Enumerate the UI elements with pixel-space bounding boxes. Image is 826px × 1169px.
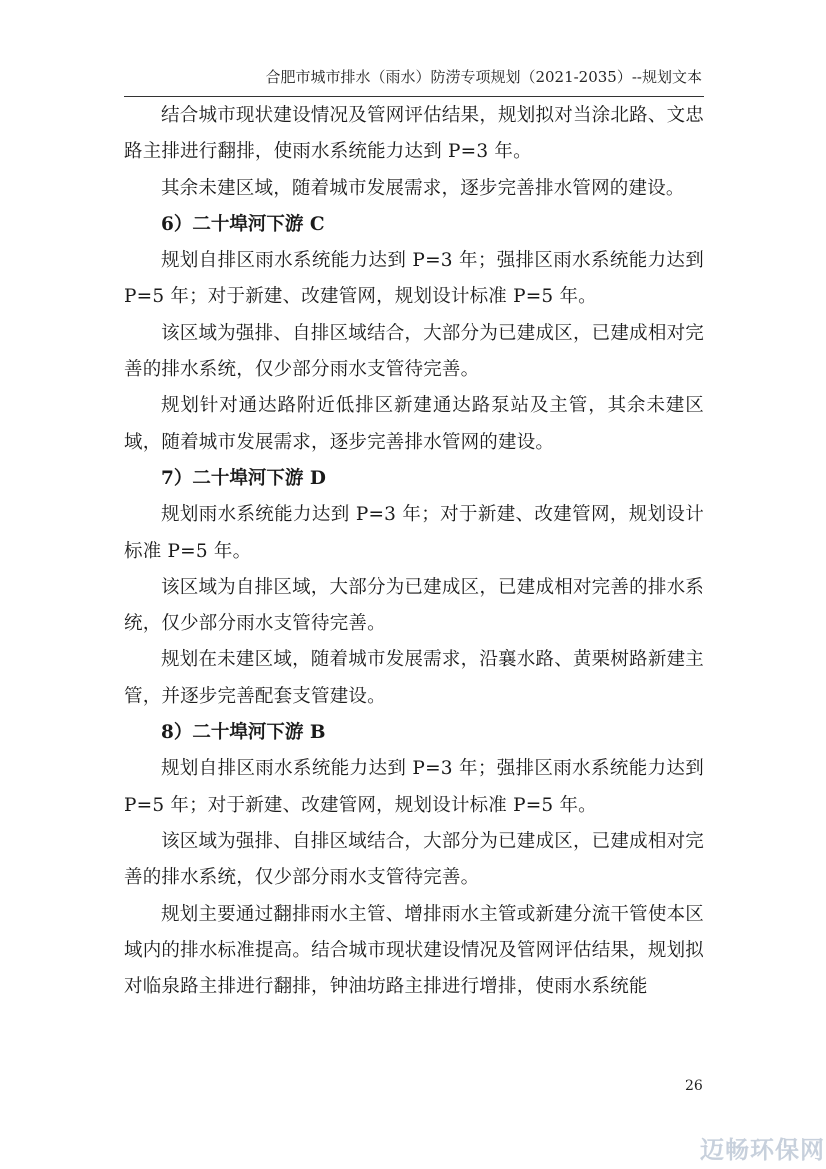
paragraph: 规划针对通达路附近低排区新建通达路泵站及主管，其余未建区域，随着城市发展需求，逐步完善排水管网的建设。 xyxy=(124,395,704,453)
document-body xyxy=(124,98,704,1005)
paragraph: 结合城市现状建设情况及管网评估结果，规划拟对当涂北路、文忠路主排进行翻排，使雨水系统能力达到 P=3 年。 xyxy=(124,105,704,163)
running-header: 合肥市城市排水（雨水）防涝专项规划（2021-2035）--规划文本 xyxy=(265,68,702,86)
paragraph: 该区域为强排、自排区域结合，大部分为已建成区，已建成相对完善的排水系统，仅少部分雨水支管待完善。 xyxy=(124,322,704,381)
paragraph: 规划主要通过翻排雨水主管、增排雨水主管或新建分流干管使本区域内的排水标准提高。结合城市现状建设情况及管网评估结果，规划拟对临泉路主排进行翻排，钟油坊路主排进行增排，使雨水系统能 xyxy=(124,903,704,998)
header-rule xyxy=(124,96,704,97)
paragraph: 规划自排区雨水系统能力达到 P=3 年；强排区雨水系统能力达到 P=5 年；对于新建、改建管网，规划设计标准 P=5 年。 xyxy=(124,250,704,308)
paragraph: 该区域为自排区域，大部分为已建成区，已建成相对完善的排水系统，仅少部分雨水支管待完善。 xyxy=(124,576,704,635)
paragraph: 该区域为强排、自排区域结合，大部分为已建成区，已建成相对完善的排水系统，仅少部分雨水支管待完善。 xyxy=(124,830,704,889)
section-heading: 6）二十埠河下游 C xyxy=(161,213,325,235)
paragraph: 规划自排区雨水系统能力达到 P=3 年；强排区雨水系统能力达到 P=5 年；对于新建、改建管网，规划设计标准 P=5 年。 xyxy=(124,758,704,816)
paragraph: 其余未建区域，随着城市发展需求，逐步完善排水管网的建设。 xyxy=(161,177,685,199)
watermark-logo: 迈畅环保网 xyxy=(700,1136,825,1164)
paragraph: 规划在未建区域，随着城市发展需求，沿襄水路、黄栗树路新建主管，并逐步完善配套支管建设。 xyxy=(124,649,704,707)
section-heading: 8）二十埠河下游 B xyxy=(161,722,326,744)
page-number: 26 xyxy=(685,1078,703,1094)
paragraph: 规划雨水系统能力达到 P=3 年；对于新建、改建管网，规划设计标准 P=5 年。 xyxy=(124,504,704,562)
section-heading: 7）二十埠河下游 D xyxy=(161,467,326,489)
